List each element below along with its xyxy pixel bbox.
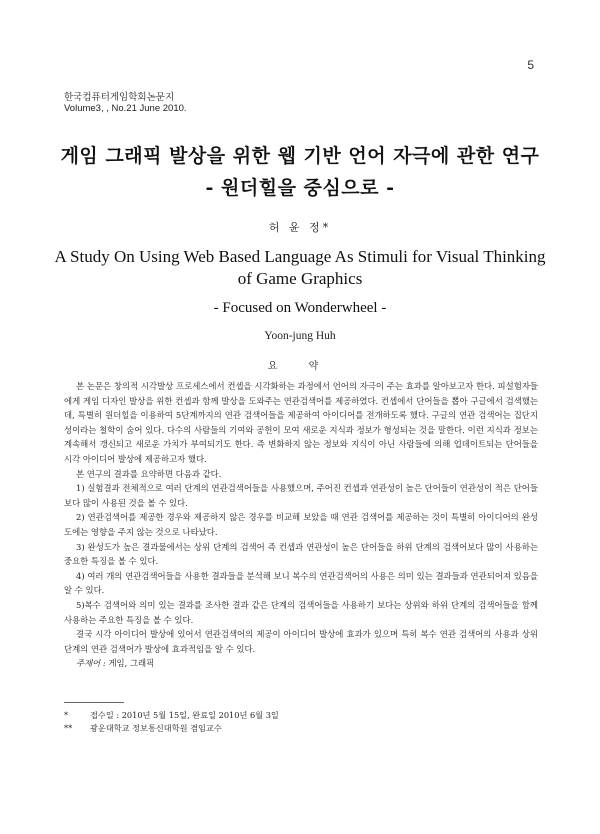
author-korean: 허 윤 정*	[268, 221, 332, 234]
title-english-line1: A Study On Using Web Based Language As Stimuli for Visual Thinking	[54, 247, 546, 266]
abstract-result-item: 5)복수 검색어와 의미 있는 결과를 조사한 결과 같은 단계의 검색어들을 사용하기 보다는 상위와 하위 단계의 검색어들을 함께 사용하는 주요한 특징을 볼 수 있다.	[64, 599, 538, 625]
abstract-conclusion: 결국 시각 아이디어 발상에 있어서 연관검색어의 제공이 아이디어 발상에 효과가 있으며 특히 복수 연관 검색어의 사용과 상위 단계의 연관 검색어가 발상에 효과적임을 알 수 있다.	[64, 629, 538, 654]
abstract-body	[64, 379, 538, 671]
abstract-result-item: 3) 완성도가 높은 결과물에서는 상위 단계의 검색어 즉 컨셉과 연관성이 높은 단어들을 하위 단계의 검색어보다 많이 사용하는 중요한 특징을 볼 수 있다.	[64, 541, 538, 567]
abstract-result-item: 4) 여러 개의 연관검색어들을 사용한 결과들을 분석해 보니 복수의 연관검색어의 사용은 의미 있는 결과들과 연관되어져 있음을 알 수 있다.	[64, 570, 538, 596]
page-number: 5	[527, 58, 534, 72]
footnote-text: 광운대학교 정보통신대학원 겸임교수	[90, 723, 222, 733]
journal-header	[64, 92, 187, 114]
keywords	[64, 656, 538, 671]
footnote-received	[64, 709, 279, 722]
footnote-mark: *	[64, 710, 69, 720]
abstract-heading: 요 약	[267, 361, 333, 372]
footnotes	[64, 709, 279, 735]
title-korean-line1: 게임 그래픽 발상을 위한 웹 기반 언어 자극에 관한 연구	[60, 145, 540, 167]
footnote-affiliation	[64, 722, 279, 735]
journal-name: 한국컴퓨터게임학회논문지	[64, 92, 175, 103]
title-korean-line2: - 원더힐을 중심으로 -	[205, 177, 395, 199]
footnote-divider	[64, 702, 124, 703]
keywords-label: 주제어 :	[76, 658, 106, 669]
journal-issue: Volume3, , No.21 June 2010.	[64, 103, 187, 114]
abstract-intro: 본 논문은 창의적 시각발상 프로세스에서 컨셉을 시각화하는 과정에서 언어의 자극이 주는 효과를 알아보고자 한다. 피설험자들에게 게임 디자인 발상을 위한 컨셉과 함께 발상을 도와주는 연관검색어를 제공하였다. 컨셉에서 단어들을 뽑아 구글에서 검색했는데, 특별히 원더힐을 이용하여 5단계까지의 연관 검색어들을 제공하여 아이디어를 전개하도록 했다. 구글의 연관 검색어는 집단지성이라는 철학이 숨어 있다. 다수의 사람들의 기여와 공헌이 모여 새로운 지식과 정보가 형성되는 것을 말한다. 이런 지식과 정보는 계속해서 갱신되고 새로운 가치가 부여되기도 한다. 즉 변화하지 않는 정보와 지식이 아닌 사람들에 의해 업데이트되는 단어들을 시각 아이디어 발상에 제공하고자 했다.	[64, 381, 538, 464]
abstract-result-item: 1) 실험결과 전체적으로 여러 단계의 연관검색어들을 사용했으며, 주어진 컨셉과 연관성이 높은 단어들이 연관성이 적은 단어들 보다 많이 사용된 것을 볼 수 있다.	[64, 483, 538, 508]
title-english-line2: of Game Graphics	[237, 269, 363, 288]
footnote-mark: **	[64, 723, 73, 733]
subtitle-english: - Focused on Wonderwheel -	[213, 300, 387, 316]
abstract-result-item: 2) 연관검색어를 제공한 경우와 제공하지 않은 경우를 비교해 보았을 때 연관 검색어를 제공하는 것이 특별히 아이디어의 완성도에는 영향을 주지 않는 것으로 나타났다.	[64, 512, 538, 537]
keywords-value: 게임, 그래픽	[108, 658, 155, 669]
author-english: Yoon-jung Huh	[264, 330, 336, 342]
abstract-summary-lead: 본 연구의 결과를 요약하면 다음과 같다.	[76, 468, 222, 479]
paper-title-korean	[0, 140, 600, 204]
paper-title-english	[0, 246, 600, 290]
footnote-text: 접수일 : 2010년 5월 15일, 완료일 2010년 6월 3일	[90, 710, 279, 720]
